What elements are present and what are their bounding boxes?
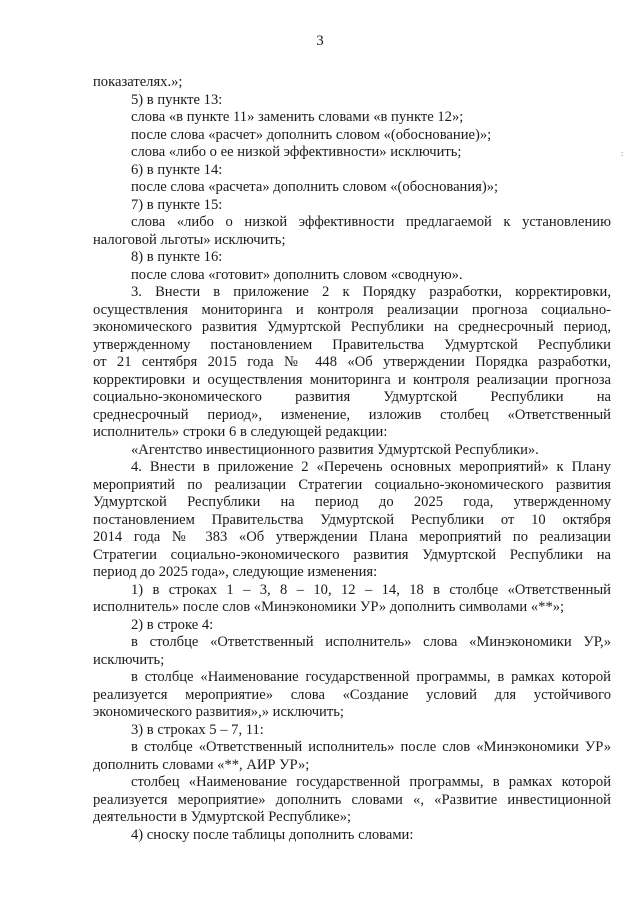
text-line: деятельности в Удмуртской Республике»; — [93, 809, 352, 825]
text-line: 6) в пункте 14: — [131, 161, 223, 178]
margin-mark: : — [621, 149, 624, 158]
text-line: исполнитель» после слов «Минэкономики УР» дополнить символами «**»; — [93, 599, 565, 615]
text-line: среднесрочный период», изменение, изложив столбец «Ответственный — [93, 406, 611, 423]
text-line: от 21 сентября 2015 года № 448 «Об утверждении Порядка разработки, — [93, 354, 611, 370]
text-line: мероприятий по реализации Стратегии социально-экономического развития — [93, 476, 611, 493]
text-line: в столбце «Ответственный исполнитель» после слов «Минэкономики УР» — [131, 739, 611, 755]
text-line: осуществления мониторинга и контроля реализации прогноза социально- — [93, 301, 611, 318]
text-line: 4. Внести в приложение 2 «Перечень основных мероприятий» к Плану — [131, 459, 611, 475]
document-body — [93, 74, 611, 844]
text-line: Удмуртской Республики на период до 2025 года, утвержденному — [93, 494, 611, 510]
text-line: 4) сноску после таблицы дополнить словами: — [131, 826, 414, 843]
text-line: корректировки и осуществления мониторинга и контроля реализации прогноза — [93, 371, 611, 388]
text-line: «Агентство инвестиционного развития Удмуртской Республики». — [131, 441, 539, 458]
text-line: период до 2025 года», следующие изменения: — [93, 564, 378, 580]
text-line: 3) в строках 5 – 7, 11: — [131, 721, 264, 738]
text-line: 7) в пункте 15: — [131, 196, 223, 213]
text-line: 2014 года № 383 «Об утверждении Плана мероприятий по реализации — [93, 529, 611, 545]
text-line: экономического развития Удмуртской Республики на среднесрочный период, — [93, 319, 611, 335]
text-line: после слова «готовит» дополнить словом «сводную». — [131, 266, 463, 283]
text-line: показателях.»; — [93, 74, 183, 90]
text-line: слова «либо о ее низкой эффективности» исключить; — [131, 144, 462, 160]
text-line: 3. Внести в приложение 2 к Порядку разработки, корректировки, — [131, 284, 611, 300]
text-line: экономического развития»,» исключить; — [93, 704, 344, 720]
text-line: налоговой льготы» исключить; — [93, 231, 286, 248]
text-line: постановлением Правительства Удмуртской Республики от 10 октября — [93, 511, 611, 528]
text-line: реализуется мероприятие» дополнить словами «, «Развитие инвестиционной — [93, 791, 611, 808]
text-line: 1) в строках 1 – 3, 8 – 10, 12 – 14, 18 в столбце «Ответственный — [131, 581, 611, 598]
text-line: 5) в пункте 13: — [131, 91, 223, 108]
page-number: 3 — [316, 33, 324, 49]
text-line: в столбце «Ответственный исполнитель» слова «Минэкономики УР,» — [131, 634, 611, 650]
text-line: дополнить словами «**, АИР УР»; — [93, 756, 310, 773]
text-line: 8) в пункте 16: — [131, 249, 223, 265]
text-line: 2) в строке 4: — [131, 616, 214, 633]
text-line: утвержденному постановлением Правительства Удмуртской Республики — [93, 336, 611, 353]
text-line: после слова «расчет» дополнить словом «(обоснование)»; — [131, 126, 492, 143]
text-line: слова «в пункте 11» заменить словами «в пункте 12»; — [131, 109, 464, 125]
text-line: исполнитель» строки 6 в следующей редакции: — [93, 424, 388, 440]
text-line: после слова «расчета» дополнить словом «(обоснования)»; — [131, 179, 499, 195]
text-line: социально-экономического развития Удмуртской Республики на — [93, 389, 611, 405]
text-line: исключить; — [93, 651, 165, 668]
text-line: реализуется мероприятие» слова «Создание условий для устойчивого — [93, 686, 611, 703]
text-line: столбец «Наименование государственной программы, в рамках которой — [131, 774, 611, 790]
text-line: Стратегии социально-экономического развития Удмуртской Республики на — [93, 546, 611, 563]
text-line: в столбце «Наименование государственной программы, в рамках которой — [131, 669, 611, 685]
text-line: слова «либо о низкой эффективности предлагаемой к установлению — [131, 214, 611, 230]
